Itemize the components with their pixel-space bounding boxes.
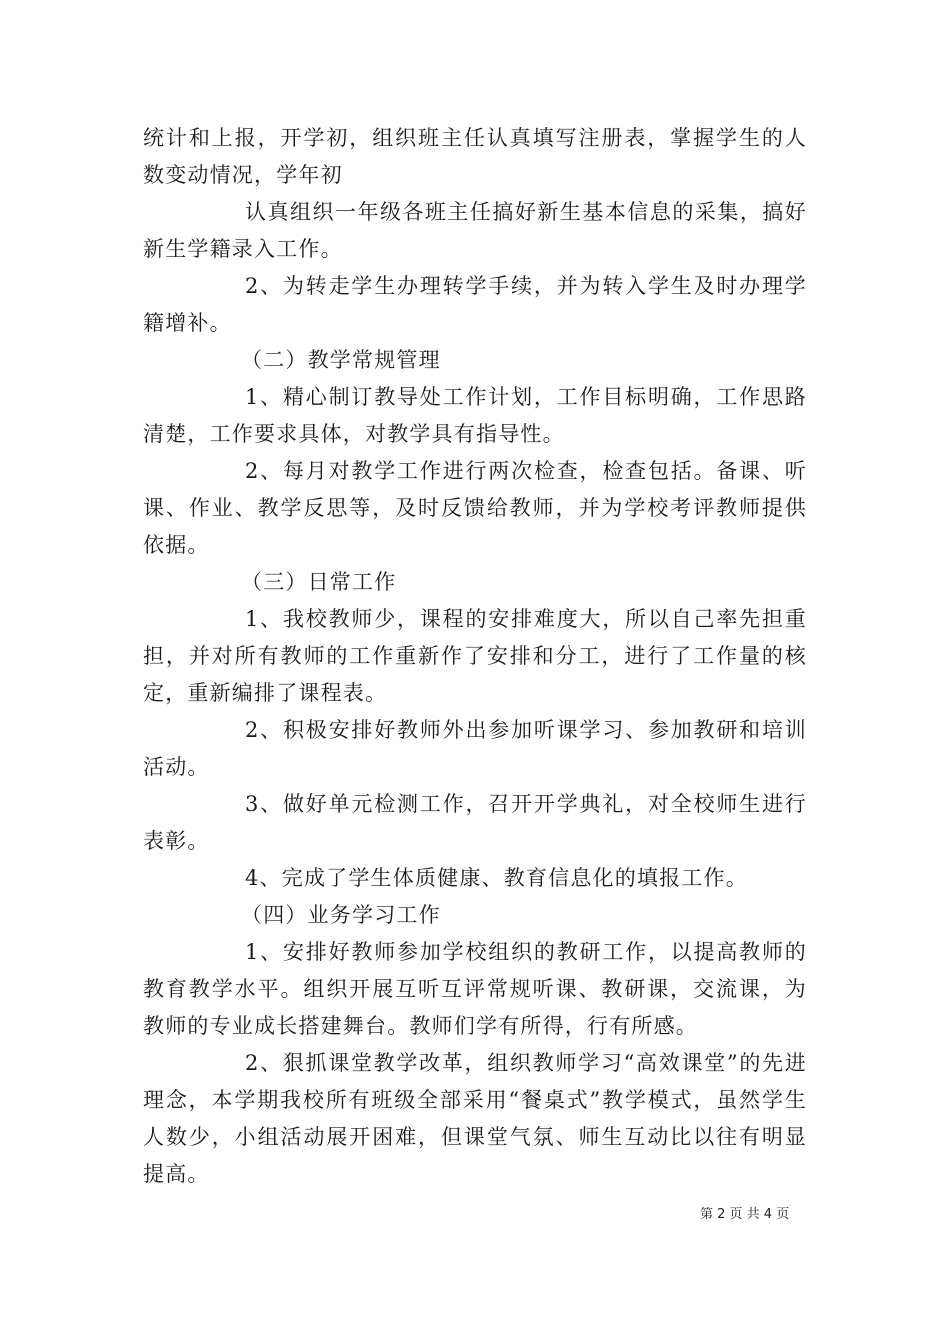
heading-professional-study: （四）业务学习工作: [241, 903, 441, 927]
heading-daily-work: （三）日常工作: [241, 570, 397, 594]
page-number-footer: 第 2 页 共 4 页: [700, 1207, 790, 1222]
paragraph-monthly-inspection: 2、每月对教学工作进行两次检查，检查包括。备课、听课、作业、教学反思等，及时反馈给教师，并为学校考评教师提供依据。: [143, 459, 807, 557]
paragraph-work-plan: 1、精心制订教导处工作计划，工作目标明确，工作思路清楚，工作要求具体，对教学具有指导性。: [143, 385, 807, 446]
paragraph-teaching-research: 1、安排好教师参加学校组织的教研工作，以提高教师的教育教学水平。组织开展互听互评常规听课、教研课，交流课，为教师的专业成长搭建舞台。教师们学有所得，行有所感。: [143, 940, 807, 1038]
paragraph-course-scheduling: 1、我校教师少，课程的安排难度大，所以自己率先担重担，并对所有教师的工作重新作了安排和分工，进行了工作量的核定，重新编排了课程表。: [143, 607, 807, 705]
paragraph-teacher-training: 2、积极安排好教师外出参加听课学习、参加教研和培训活动。: [143, 718, 807, 779]
paragraph-transfer-procedures: 2、为转走学生办理转学手续，并为转入学生及时办理学籍增补。: [143, 274, 807, 335]
heading-teaching-routine: （二）教学常规管理: [241, 348, 441, 372]
paragraph-new-student-info: 认真组织一年级各班主任搞好新生基本信息的采集，搞好新生学籍录入工作。: [143, 200, 807, 261]
paragraph-statistics-report: 统计和上报，开学初，组织班主任认真填写注册表，掌握学生的人数变动情况，学年初: [143, 126, 807, 187]
paragraph-classroom-reform: 2、狠抓课堂教学改革，组织教师学习“高效课堂”的先进理念，本学期我校所有班级全部采用“餐桌式”教学模式，虽然学生人数少，小组活动展开困难，但课堂气氛、师生互动比以往有明显提高。: [143, 1051, 807, 1186]
paragraph-unit-testing: 3、做好单元检测工作，召开开学典礼，对全校师生进行表彰。: [143, 792, 807, 853]
paragraph-health-reporting: 4、完成了学生体质健康、教育信息化的填报工作。: [245, 866, 748, 890]
document-body: [143, 120, 807, 1193]
